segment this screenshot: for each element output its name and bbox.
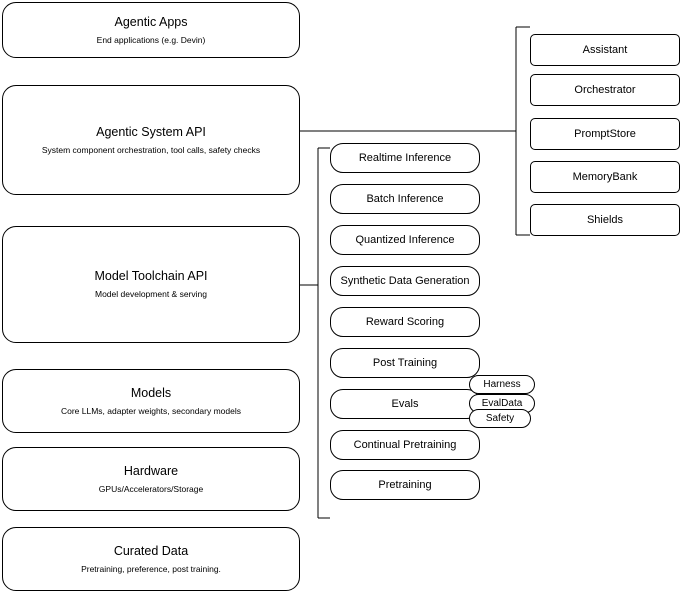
component-shields[interactable] (530, 204, 680, 236)
component-label: Assistant (582, 44, 628, 56)
component-batch-inference[interactable] (330, 184, 480, 214)
component-label: Safety (485, 413, 515, 424)
component-pretraining[interactable] (330, 470, 480, 500)
component-safety[interactable] (469, 409, 531, 428)
component-realtime-inference[interactable] (330, 143, 480, 173)
layer-agentic-system-api[interactable] (2, 85, 300, 195)
component-reward-scoring[interactable] (330, 307, 480, 337)
layer-subtitle: Core LLMs, adapter weights, secondary models (60, 405, 241, 416)
layer-title: Curated Data (113, 543, 189, 558)
layer-models[interactable] (2, 369, 300, 433)
layer-subtitle: Model development & serving (95, 289, 207, 299)
component-continual-pretraining[interactable] (330, 430, 480, 460)
layer-curated-data[interactable] (2, 527, 300, 591)
layer-subtitle: GPUs/Accelerators/Storage (98, 483, 204, 494)
layer-subtitle: Pretraining, preference, post training. (81, 563, 221, 574)
component-label: PromptStore (574, 128, 636, 140)
layer-model-toolchain-api[interactable] (2, 226, 300, 343)
component-label: Continual Pretraining (353, 439, 457, 451)
layer-title: Models (130, 385, 172, 400)
layer-subtitle: End applications (e.g. Devin) (96, 34, 206, 45)
component-label: Pretraining (378, 479, 432, 491)
component-label: Shields (586, 214, 624, 226)
component-label: Synthetic Data Generation (340, 275, 470, 287)
component-label: Batch Inference (366, 193, 444, 205)
component-label: Orchestrator (574, 84, 636, 96)
component-harness[interactable] (469, 375, 535, 394)
component-label: MemoryBank (572, 171, 638, 183)
layer-agentic-apps[interactable] (2, 2, 300, 58)
component-synthetic-data-generation[interactable] (330, 266, 480, 296)
component-post-training[interactable] (330, 348, 480, 378)
layer-title: Agentic System API (96, 124, 206, 139)
component-evals[interactable] (330, 389, 480, 419)
layer-subtitle: System component orchestration, tool calls, safety checks (41, 144, 261, 155)
component-label: Harness (483, 379, 521, 390)
component-label: Post Training (372, 357, 438, 369)
component-label: Evals (391, 398, 419, 410)
component-promptstore[interactable] (530, 118, 680, 150)
layer-hardware[interactable] (2, 447, 300, 511)
component-memorybank[interactable] (530, 161, 680, 193)
component-assistant[interactable] (530, 34, 680, 66)
component-label: EvalData (481, 398, 523, 409)
component-label: Quantized Inference (355, 234, 455, 246)
component-orchestrator[interactable] (530, 74, 680, 106)
component-quantized-inference[interactable] (330, 225, 480, 255)
layer-title: Agentic Apps (114, 14, 188, 29)
layer-title: Hardware (123, 463, 179, 478)
component-label: Realtime Inference (358, 152, 452, 164)
component-label: Reward Scoring (365, 316, 445, 328)
layer-title: Model Toolchain API (94, 269, 208, 283)
